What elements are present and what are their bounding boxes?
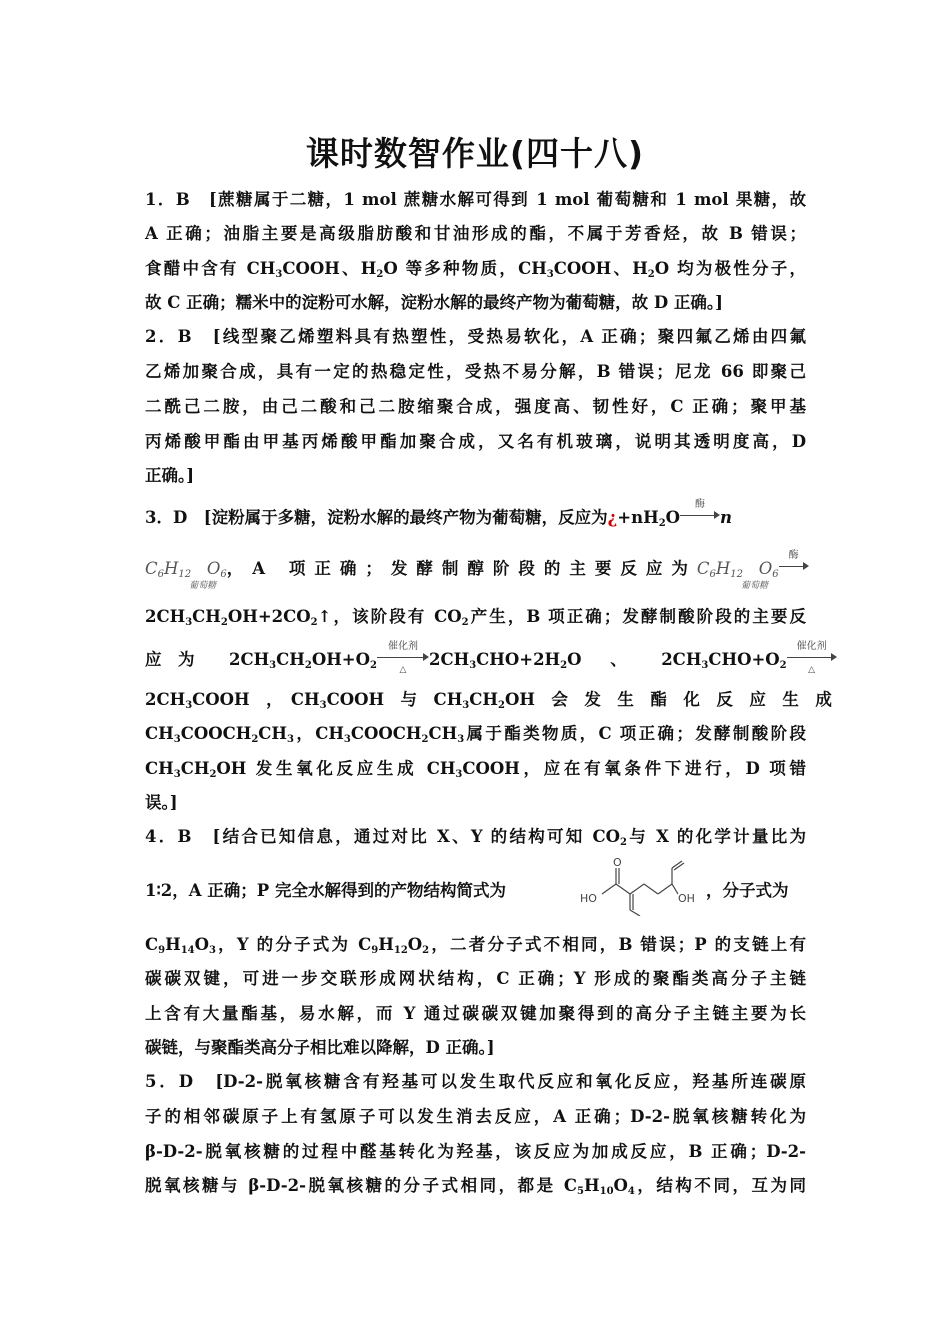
answer-3-line-7: $CH_3CH_2OH$ 发生氧化反应生成 $CH_3COOH$，应在有氧条件下进行，D 项错 — [145, 759, 806, 780]
answer-4-line-5: 上含有大量酯基，易水解，而 Y 通过碳碳双键加聚得到的高分子主链主要为长 — [145, 1004, 806, 1023]
answer-4-line-6: 碳链，与聚酯类高分子相比难以降解，D 正确。] — [145, 1038, 495, 1057]
answer-4-line-4: 碳碳双键，可进一步交联形成网状结构，C 正确；Y 形成的聚酯类高分子主链 — [145, 969, 806, 988]
answer-2-line-3: 二酰己二胺，由己二酸和己二胺缩聚合成，强度高、韧性好，C 正确；聚甲基 — [145, 397, 806, 416]
bond — [672, 861, 682, 868]
bond — [658, 884, 672, 894]
answer-5-line-4: 脱氧核糖与 β-D-2-脱氧核糖的分子式相同，都是 $C_5H_{10}O_4$，结构不同，互为同 — [145, 1176, 807, 1197]
answer-3-line-8: 误。] — [145, 793, 178, 812]
answer-3-line-1: 3．D [淀粉属于多糖，淀粉水解的最终产物为葡萄糖，反应为¿$+nH_2O$ 酶 n — [145, 499, 733, 529]
structure-ho-label: HO — [580, 892, 597, 905]
answer-1-line-4: 故 C 正确；糯米中的淀粉可水解，淀粉水解的最终产物为葡萄糖，故 D 正确。] — [145, 293, 723, 312]
hydrolysis-product-structure — [578, 856, 708, 916]
answer-3-line-3: $2CH_3CH_2OH+2CO_2↑$，该阶段有 $CO_2$产生，B 项正确；发酵制酸阶段的主要反 — [145, 607, 806, 628]
answer-3-line-4: 应 为 $2CH_3CH_2OH+O_2$ 催化剂 △ $2CH_3CHO+2H_2O$ 、 $2CH_3CHO+O_2$ 催化剂 △ — [145, 649, 806, 671]
enzyme-arrow: 酶 — [680, 508, 720, 522]
structure-o-label: O — [613, 856, 622, 869]
structure-oh-label: OH — [678, 892, 695, 905]
answer-5-line-3: β-D-2-脱氧核糖的过程中醛基转化为羟基，该反应为加成反应，B 正确；D-2- — [145, 1142, 806, 1161]
bond — [602, 884, 616, 894]
answer-4-line-2-tail: ，分子式为 — [706, 881, 789, 900]
catalyst-arrow-1: 催化剂 △ — [377, 650, 429, 664]
bond — [630, 910, 640, 916]
glucose-formula: $C_6H_{12}$ O 葡萄糖 $_6$ — [145, 559, 227, 591]
answer-1-line-3: 食醋中含有 $CH_3COOH$、$H_2O$ 等多种物质，$CH_3COOH$、$H_2O$ 均为极性分子， — [145, 259, 807, 280]
answer-2-line-2: 乙烯加聚合成，具有一定的热稳定性，受热不易分解，B 错误；尼龙 66 即聚己 — [145, 362, 806, 381]
answer-2-line-4: 丙烯酸甲酯由甲基丙烯酸甲酯加聚合成，又名有机玻璃，说明其透明度高，D — [145, 432, 806, 451]
enzyme-arrow-2: 酶 — [779, 559, 809, 573]
answer-3-line-6: $CH_3COOCH_2CH_3$，$CH_3COOCH_2CH_3$属于酯类物质，C 项正确；发酵制酸阶段 — [145, 724, 806, 745]
catalyst-arrow-2: 催化剂 △ — [787, 650, 837, 664]
answer-4-line-3: $C_9H_{14}O_3$，Y 的分子式为 $C_9H_{12}O_2$，二者分子式不相同，B 错误；P 的支链上有 — [145, 935, 807, 956]
bond — [674, 863, 684, 870]
answer-3-line-2: $C_6H_{12}$ O 葡萄糖 $_6$，A 项正确；发酵制醇阶段的主要反应为$C_6H_{12}$ O 葡萄糖 $_6$ 酶 — [145, 558, 806, 580]
page-title: 课时数智作业(四十八) — [305, 134, 645, 173]
glucose-formula-2: $C_6H_{12}$ O 葡萄糖 $_6$ — [696, 559, 779, 591]
answer-5-line-1: 5．D [D-2-脱氧核糖含有羟基可以发生取代反应和氧化反应，羟基所连碳原 — [145, 1072, 806, 1091]
answer-5-line-2: 子的相邻碳原子上有氢原子可以发生消去反应，A 正确；D-2-脱氧核糖转化为 — [145, 1107, 806, 1126]
answer-4-line-1: 4．B [结合已知信息，通过对比 X、Y 的结构可知 $CO_2$与 X 的化学计量比为 — [145, 827, 806, 848]
answer-1-line-1: 1．B [蔗糖属于二糖，1 mol 蔗糖水解可得到 1 mol 葡萄糖和 1 mol 果糖，故 — [145, 190, 806, 209]
answer-3-line-5: $2CH_3COOH$ ， $CH_3COOH$ 与 $CH_3CH_2OH$ 会 发 生 酯 化 反 应 生 成 — [145, 690, 832, 711]
answer-2-line-5: 正确。] — [145, 466, 195, 485]
bond — [630, 884, 644, 894]
answer-2-line-1: 2．B [线型聚乙烯塑料具有热塑性，受热易软化，A 正确；聚四氟乙烯由四氟 — [145, 327, 806, 346]
answer-1-line-2: A 正确；油脂主要是高级脂肪酸和甘油形成的酯，不属于芳香烃，故 B 错误； — [145, 224, 806, 243]
answer-4-line-2: 1∶2，A 正确；P 完全水解得到的产物结构简式为 — [145, 881, 506, 900]
bond — [644, 884, 658, 894]
bond — [616, 884, 630, 894]
